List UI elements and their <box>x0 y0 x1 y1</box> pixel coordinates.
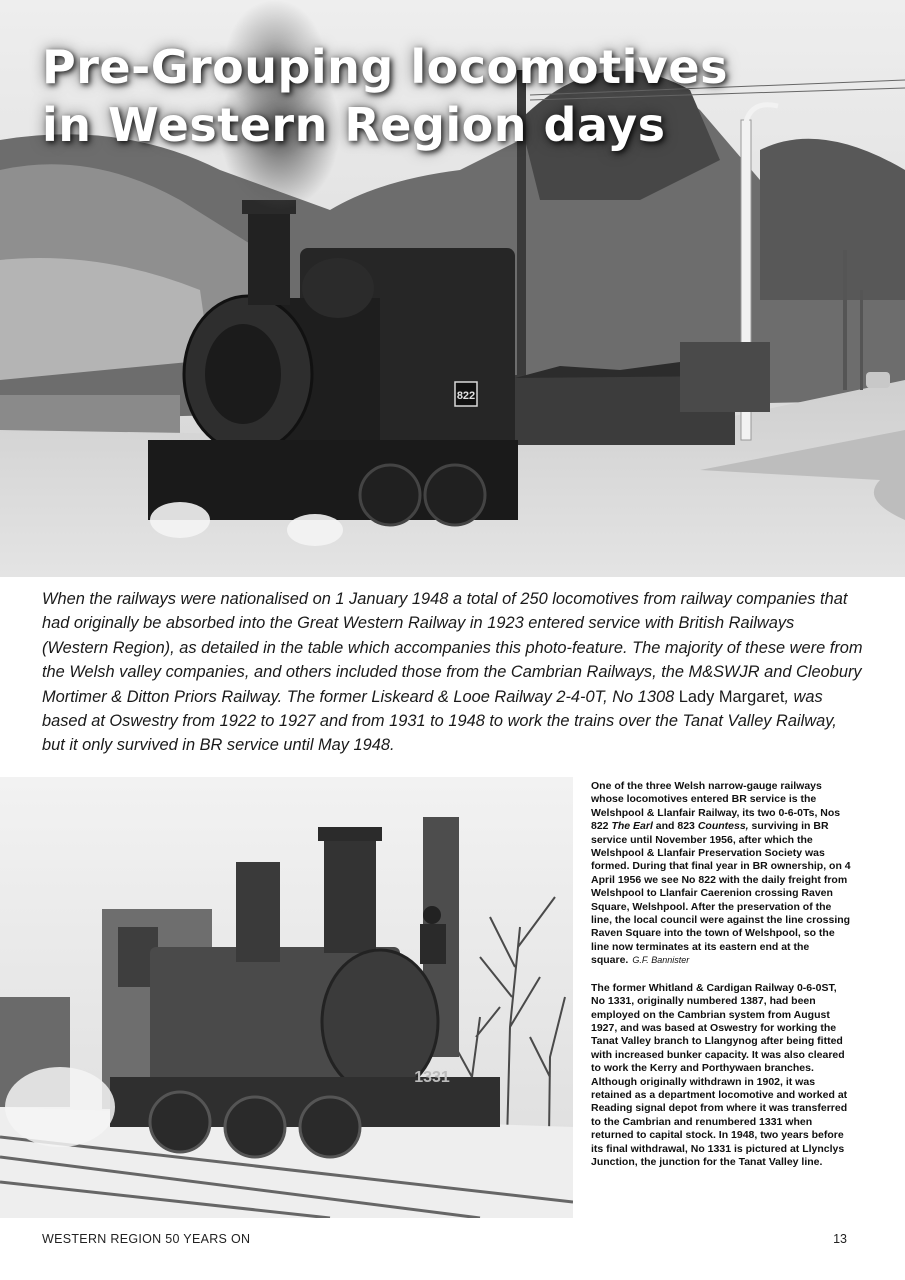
caption1-name-2: Countess, <box>697 820 749 833</box>
top-loco-number-plate: 822 <box>456 390 476 402</box>
caption-welshpool <box>591 780 851 968</box>
caption-column <box>591 780 851 1183</box>
page-number: 13 <box>833 1232 847 1246</box>
caption1-part-2: and 823 <box>652 820 698 833</box>
intro-text-part-2: , was based at Oswestry from 1922 to 1927 and from 1931 to 1948 to work the trains over the Tanat Valley Railway, but it only survived in BR service until May 1948. <box>42 687 837 755</box>
title-line-2: in Western Region days <box>42 98 666 152</box>
caption1-name-1: The Earl <box>611 820 653 833</box>
intro-paragraph <box>42 587 864 758</box>
bottom-photo-illustration <box>0 777 573 1218</box>
caption1-part-3: surviving in BR service until November 1956, after which the Welshpool & Llanfair Preservation Society was formed. During that final year in BR ownership, on 4 April 1956 we see No 822 with the daily freight from Welshpool to Llanfair Caerenion crossing Raven Square, Welshpool. After the preservation of the line, the local council were against the line crossing Raven Square into the town of Welshpool, so the line now terminates at its eastern end at the square. <box>591 820 851 967</box>
caption1-part-1: One of the three Welsh narrow-gauge railways whose locomotives entered BR service is the Welshpool & Llanfair Railway, its two 0-6-0Ts, Nos 822 <box>591 780 841 833</box>
bottom-loco-number: 1331 <box>414 1069 450 1086</box>
footer-publication: WESTERN REGION 50 YEARS ON <box>42 1232 251 1246</box>
bottom-photo <box>0 777 573 1218</box>
title-line-1: Pre-Grouping locomotives <box>42 40 728 94</box>
photo-credit: G.F. Bannister <box>632 955 690 966</box>
page-title <box>42 38 728 154</box>
intro-text-part-1: When the railways were nationalised on 1 January 1948 a total of 250 locomotives from railway companies that had originally be absorbed into the Great Western Railway in 1923 entered service with British Railways (Western Region), as detailed in the table which accompanies this photo-feature. The majority of these were from the Welsh valley companies, and others included those from the Cambrian Railways, the M&SWJR and Cleobury Mortimer & Ditton Priors Railway. The former Liskeard & Looe Railway 2-4-0T, No 1308 <box>42 590 863 706</box>
caption-whitland-cardigan: The former Whitland & Cardigan Railway 0-6-0ST, No 1331, originally numbered 1387, had been employed on the Cambrian system from August 1927, and was based at Oswestry for working the Tanat Valley branch to Llangynog after being fitted with increased bunker capacity. It was also cleared to work the Kerry and Porthywaen branches. Although originally withdrawn in 1902, it was retained as a department locomotive and worked at Reading signal depot from where it was transferred to the Cambrian and renumbered 1331 when returned to capital stock. In 1948, two years before its final withdrawal, No 1331 is pictured at Llynclys Junction, the junction for the Tanat Valley line. <box>591 981 848 1168</box>
intro-loco-name: Lady Margaret <box>678 687 785 706</box>
